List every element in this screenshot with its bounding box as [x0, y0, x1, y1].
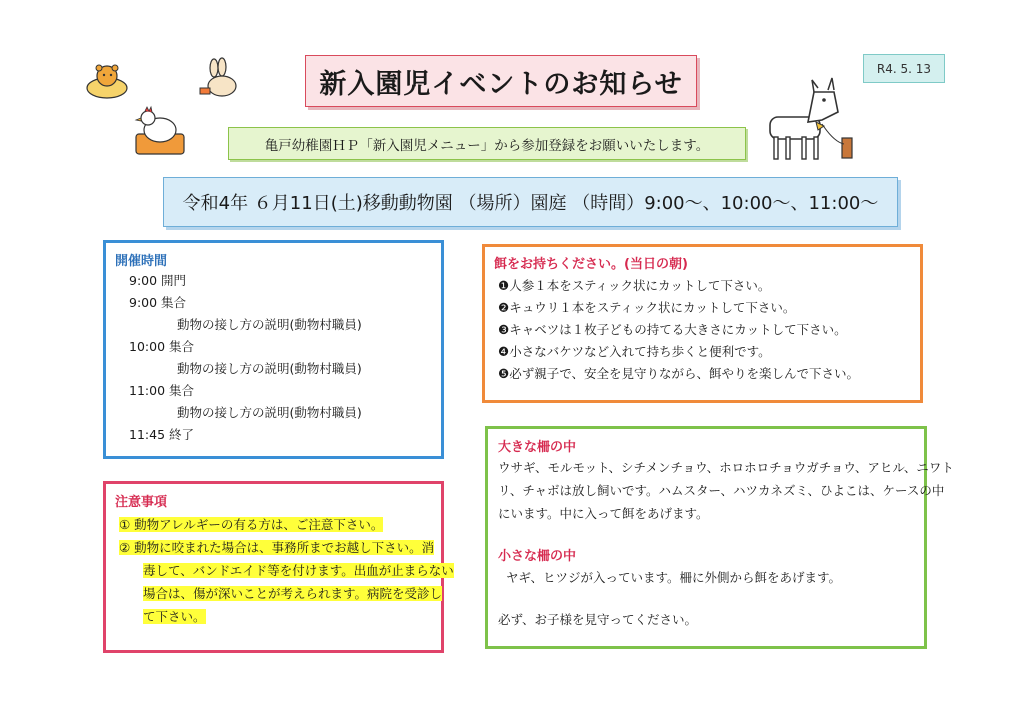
note-item-2-line: 場合は、傷が深いことが考えられます。病院を受診し [143, 586, 443, 601]
note-item-1: ① 動物アレルギーの有る方は、ご注意下さい。 [119, 517, 384, 532]
schedule-line: 11:45 終了 [129, 427, 194, 442]
schedule-line: 11:00 集合 [129, 383, 194, 398]
schedule-line: 動物の接し方の説明(動物村職員) [177, 361, 362, 376]
note-item-2-line: ② 動物に咬まれた場合は、事務所までお越し下さい。消 [119, 540, 435, 555]
big-pen-heading: 大きな柵の中 [498, 440, 577, 455]
event-summary: 令和4年 ６月11日(土)移動動物園 （場所）園庭 （時間）9:00～、10:00～、11:00～ [163, 177, 898, 227]
schedule-line: 9:00 集合 [129, 295, 187, 310]
feed-item: ❷キュウリ１本をスティック状にカットして下さい。 [498, 300, 796, 315]
feed-item: ❸キャベツは１枚子どもの持てる大きさにカットして下さい。 [498, 322, 847, 337]
date-badge: R4. 5. 13 [863, 54, 945, 83]
pens-panel [485, 426, 954, 649]
note-item-2-line: て下さい。 [143, 609, 206, 624]
schedule-line: 動物の接し方の説明(動物村職員) [177, 317, 362, 332]
big-pen-text: ウサギ、モルモット、シチメンチョウ、ホロホロチョウガチョウ、アヒル、ニワト [498, 460, 954, 475]
feed-heading: 餌をお持ちください。(当日の朝) [494, 257, 688, 272]
goat-illustration [762, 72, 857, 167]
closing-note: 必ず、お子様を見守ってください。 [498, 612, 698, 627]
page-title: 新入園児イベントのお知らせ [305, 55, 697, 107]
notes-panel [103, 481, 454, 653]
rabbit-illustration [198, 60, 242, 100]
notes-heading: 注意事項 [115, 495, 168, 510]
small-pen-text: ヤギ、ヒツジが入っています。柵に外側から餌をあげます。 [506, 570, 842, 585]
schedule-heading: 開催時間 [115, 254, 168, 269]
hen-in-nest-illustration [132, 104, 188, 156]
feed-item: ❶人参１本をスティック状にカットして下さい。 [498, 278, 771, 293]
big-pen-text: リ、チャボは放し飼いです。ハムスター、ハツカネズミ、ひよこは、ケースの中 [498, 483, 945, 498]
schedule-line: 動物の接し方の説明(動物村職員) [177, 405, 362, 420]
hamster-in-bowl-illustration [85, 58, 135, 100]
feed-panel [482, 244, 923, 403]
feed-item: ❹小さなバケツなど入れて持ち歩くと便利です。 [498, 344, 771, 359]
small-pen-heading: 小さな柵の中 [498, 549, 577, 564]
note-item-2-line: 毒して、バンドエイド等を付けます。出血が止まらない [143, 563, 454, 578]
big-pen-text: にいます。中に入って餌をあげます。 [498, 506, 709, 521]
feed-item: ❺必ず親子で、安全を見守りながら、餌やりを楽しんで下さい。 [498, 366, 859, 381]
schedule-panel [103, 240, 444, 459]
hp-registration-notice: 亀戸幼稚園ＨＰ「新入園児メニュー」から参加登録をお願いいたします。 [228, 127, 746, 160]
schedule-line: 9:00 開門 [129, 273, 187, 288]
schedule-line: 10:00 集合 [129, 339, 194, 354]
